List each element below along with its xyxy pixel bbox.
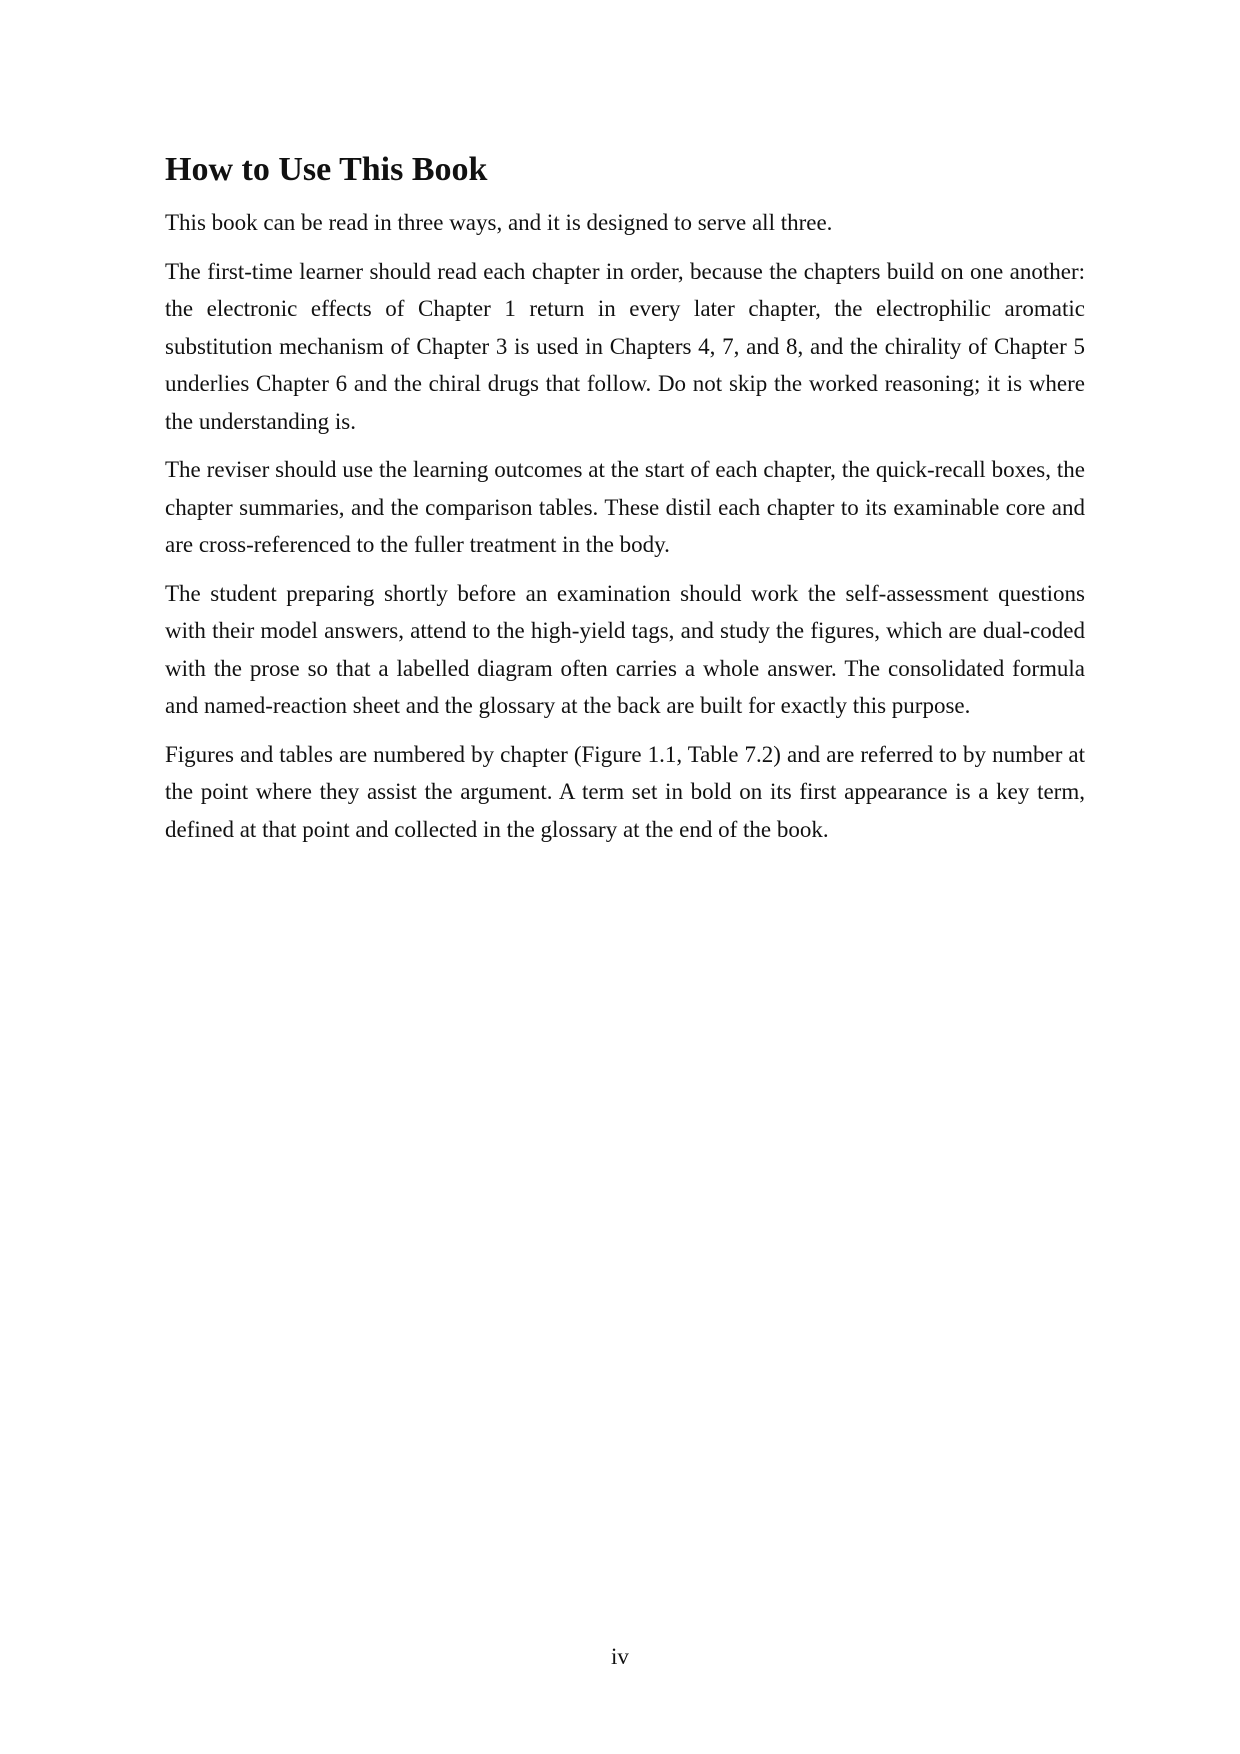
paragraph-first-time-learner: The first-time learner should read each chapter in order, because the chapters build on one another: the electronic effects of Chapter 1 return in every later chapter, the electrophilic aromatic substitution mechanism of Chapter 3 is used in Chapters 4, 7, and 8, and the chirality of Chapter 5 underlies Chapter 6 and the chiral drugs that follow. Do not skip the worked reasoning; it is where the understanding is. [165, 258, 1085, 434]
paragraph-exam-student: The student preparing shortly before an examination should work the self-assessment questions with their model answers, attend to the high-yield tags, and study the figures, which are dual-coded with the prose so that a labelled diagram often carries a whole answer. The consolidated formula and named-reaction sheet and the glossary at the back are built for exactly this purpose. [165, 580, 1085, 718]
page-content [165, 150, 1085, 859]
paragraph-reviser: The reviser should use the learning outcomes at the start of each chapter, the quick-recall boxes, the chapter summaries, and the comparison tables. These distil each chapter to its examinable core and are cross-referenced to the fuller treatment in the body. [165, 457, 1085, 557]
paragraph-intro: This book can be read in three ways, and it is designed to serve all three. [165, 210, 833, 235]
paragraph-figures-tables: Figures and tables are numbered by chapter (Figure 1.1, Table 7.2) and are referred to by number at the point where they assist the argument. A term set in bold on its first appearance is a key term, defined at that point and collected in the glossary at the end of the book. [165, 741, 1085, 842]
page-number: iv [611, 1644, 629, 1669]
section-heading: How to Use This Book [165, 151, 488, 188]
